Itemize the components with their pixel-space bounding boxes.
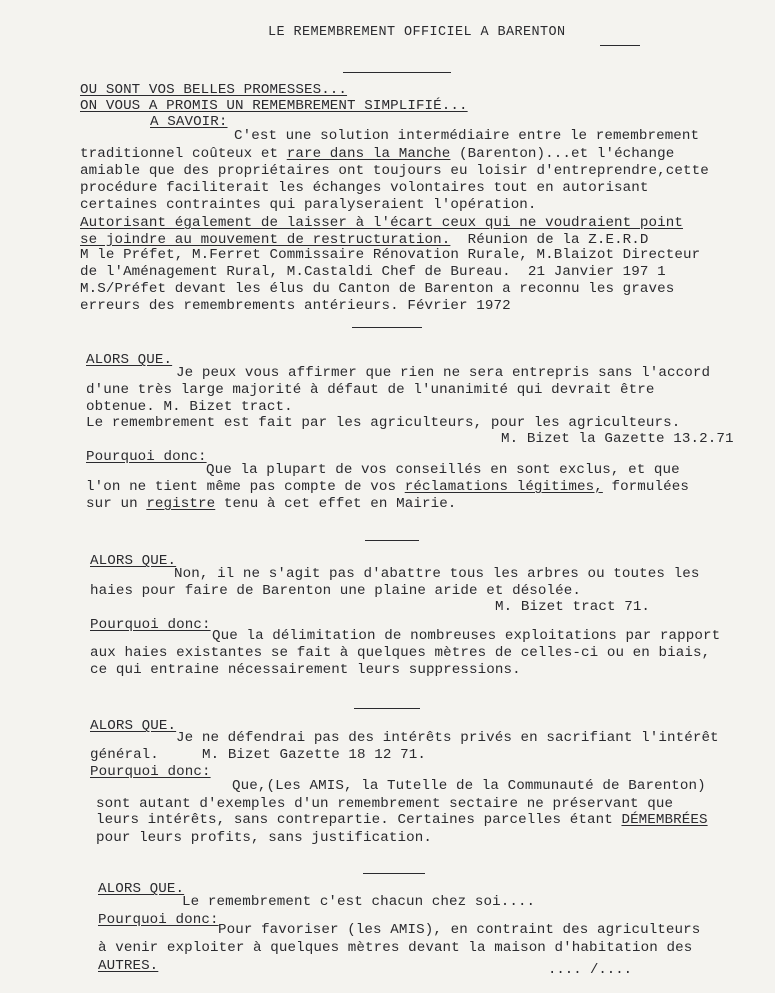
section-heading: ALORS QUE. (98, 881, 185, 897)
intro-line: de l'Aménagement Rural, M.Castaldi Chef de Bureau. 21 Janvier 197 1 (80, 264, 666, 280)
section-line (96, 811, 708, 829)
section-line: pour leurs profits, sans justification. (96, 830, 432, 846)
section-attribution: M. Bizet tract 71. (495, 599, 651, 615)
title-rule (600, 45, 640, 46)
section-line: général. M. Bizet Gazette 18 12 71. (90, 747, 426, 763)
section-text: formulées (602, 479, 689, 495)
section-line: d'une très large majorité à défaut de l'unanimité qui devrait être (86, 382, 655, 398)
intro-line: procédure faciliterait les échanges volontaires tout en autorisant (80, 180, 649, 196)
intro-underlined-text: rare dans la Manche (286, 146, 451, 162)
section-text: sur un (86, 496, 147, 512)
intro-line: M le Préfet, M.Ferret Commissaire Rénovation Rurale, M.Blaizot Directeur (80, 247, 701, 263)
section-divider (352, 327, 422, 328)
section-line: Le remembrement c'est chacun chez soi.... (182, 894, 536, 910)
intro-line: erreurs des remembrements antérieurs. Février 1972 (80, 298, 511, 314)
section-subheading: Pourquoi donc: (90, 764, 211, 780)
intro-line: certaines contraintes qui paralyseraient l'opération. (80, 197, 537, 213)
section-line: sont autant d'exemples d'un remembrement sectaire ne préservant que (96, 796, 674, 812)
section-underlined-text: DÉMEMBRÉES (621, 812, 708, 828)
continuation-mark: .... /.... (548, 962, 633, 978)
intro-line (80, 145, 674, 163)
section-line: Je ne défendrai pas des intérêts privés en sacrifiant l'intérêt (176, 730, 719, 746)
section-line: à venir exploiter à quelques mètres devant la maison d'habitation des (98, 940, 693, 956)
intro-text: traditionnel coûteux et (80, 146, 287, 162)
section-heading: ALORS QUE. (86, 352, 173, 368)
section-line: Pour favoriser (les AMIS), en contraint des agriculteurs (218, 922, 701, 938)
section-underlined-text: réclamations légitimes, (404, 479, 603, 495)
section-line: ce qui entraine nécessairement leurs suppressions. (90, 662, 521, 678)
section-line: AUTRES. (98, 958, 159, 974)
section-line (86, 495, 456, 513)
section-text: tenu à cet effet en Mairie. (215, 496, 457, 512)
intro-heading-2: ON VOUS A PROMIS UN REMEMBREMENT SIMPLIFIÉ... (80, 98, 468, 114)
section-subheading: Pourquoi donc: (90, 617, 211, 633)
section-attribution: M. Bizet la Gazette 13.2.71 (501, 431, 734, 447)
section-line: Le remembrement est fait par les agriculteurs, pour les agriculteurs. (86, 415, 681, 431)
section-subheading: Pourquoi donc: (98, 912, 219, 928)
section-line: Je peux vous affirmer que rien ne sera entrepris sans l'accord (176, 365, 711, 381)
section-line: haies pour faire de Barenton une plaine aride et désolée. (90, 583, 581, 599)
intro-line: amiable que des propriétaires ont toujours eu loisir d'entreprendre,cette (80, 163, 709, 179)
section-text: l'on ne tient même pas compte de vos (86, 479, 405, 495)
section-divider (354, 708, 420, 709)
section-divider (365, 540, 419, 541)
section-line: obtenue. M. Bizet tract. (86, 399, 293, 415)
section-line (86, 478, 689, 496)
section-line: Que la plupart de vos conseillés en sont exclus, et que (206, 462, 680, 478)
intro-text: Réunion de la Z.E.R.D (450, 232, 649, 248)
document-title: LE REMEMBREMENT OFFICIEL A BARENTON (268, 25, 566, 40)
intro-line: M.S/Préfet devant les élus du Canton de Barenton a reconnu les graves (80, 281, 675, 297)
intro-underlined-text: se joindre au mouvement de restructuration. (80, 232, 451, 248)
section-divider (363, 873, 425, 874)
section-text: leurs intérêts, sans contrepartie. Certaines parcelles étant (96, 812, 622, 828)
intro-heading-3: A SAVOIR: (150, 114, 228, 130)
section-divider (343, 72, 451, 73)
intro-line: C'est une solution intermédiaire entre le remembrement (234, 128, 700, 144)
section-heading: ALORS QUE. (90, 553, 177, 569)
intro-heading-1: OU SONT VOS BELLES PROMESSES... (80, 82, 348, 98)
section-line: Que,(Les AMIS, la Tutelle de la Communauté de Barenton) (232, 778, 706, 794)
section-subheading: Pourquoi donc: (86, 449, 207, 465)
intro-underlined-line: Autorisant également de laisser à l'écart ceux qui ne voudraient point (80, 215, 683, 231)
section-line: Non, il ne s'agit pas d'abattre tous les arbres ou toutes les (174, 566, 700, 582)
section-line: aux haies existantes se fait à quelques mètres de celles-ci ou en biais, (90, 645, 711, 661)
section-underlined-text: registre (146, 496, 216, 512)
section-line: Que la délimitation de nombreuses exploitations par rapport (212, 628, 721, 644)
intro-text: (Barenton)...et l'échange (450, 146, 675, 162)
section-heading: ALORS QUE. (90, 718, 177, 734)
